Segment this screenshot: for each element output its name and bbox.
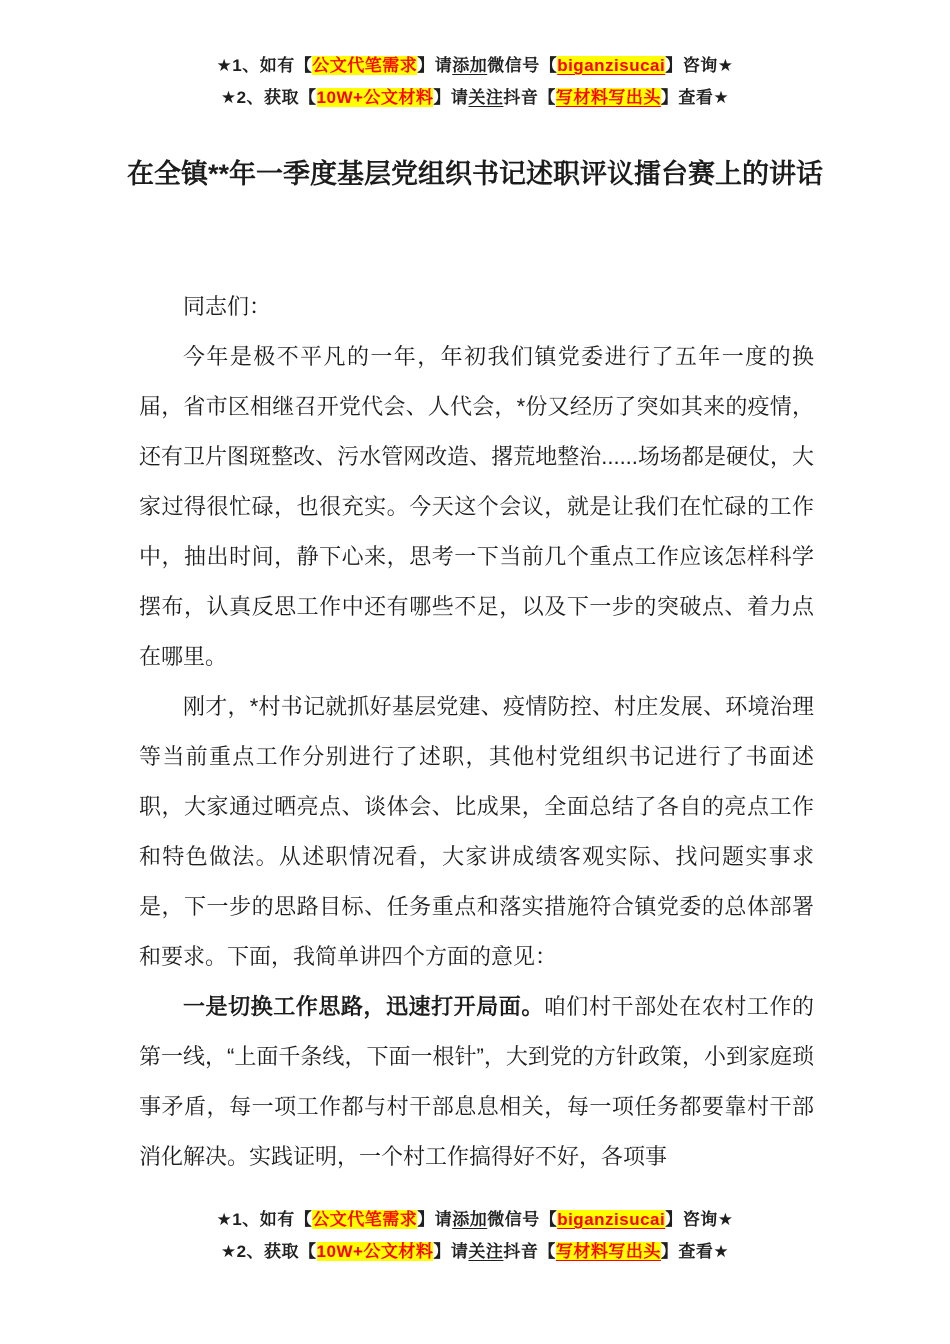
promo-text: ★2、获取【 [220,88,317,107]
promo-header [0,50,950,114]
promo-text: 】请 [417,1210,453,1229]
paragraph-salutation: 同志们： [183,294,272,319]
promo-text: 微信号【 [487,1210,558,1229]
promo-footer-line1 [0,1204,950,1236]
promo-highlight-red-yellow: 公文代笔需求 [312,1210,418,1229]
promo-text: 】请 [433,1242,469,1261]
promo-header-line1 [0,50,950,82]
promo-header-line2 [0,82,950,114]
promo-text: ★1、如有【 [216,1210,313,1229]
promo-footer [0,1204,950,1268]
promo-highlight-wechat-id: biganzisucai [557,56,666,75]
promo-underlined-text: 关注 [468,88,504,107]
promo-text: 】请 [433,88,469,107]
document-body [139,282,814,1182]
promo-text: 】咨询★ [665,1210,734,1229]
promo-text: ★2、获取【 [220,1242,317,1261]
promo-highlight-red-yellow: 10W+公文材料 [316,1242,434,1261]
promo-text: 微信号【 [487,56,558,75]
promo-text: ★1、如有【 [216,56,313,75]
promo-underlined-text: 添加 [452,1210,488,1229]
promo-text: 抖音【 [503,88,556,107]
paragraph: 刚才，*村书记就抓好基层党建、疫情防控、村庄发展、环境治理等当前重点工作分别进行了述职，其他村党组织书记进行了书面述职，大家通过晒亮点、谈体会、比成果，全面总结了各自的亮点工作和特色做法。从述职情况看，大家讲成绩客观实际、找问题实事求是，下一步的思路目标、任务重点和落实措施符合镇党委的总体部署和要求。下面，我简单讲四个方面的意见： [139,694,814,969]
paragraph-text: 咱们村干部处在农村工作的第一线，“上面千条线，下面一根针”，大到党的方针政策，小到家庭琐事矛盾，每一项工作都与村干部息息相关，每一项任务都要靠村干部消化解决。实践证明，一个村工作搞得好不好，各项事 [139,994,814,1169]
promo-highlight-wechat-id: biganzisucai [557,1210,666,1229]
promo-underlined-text: 关注 [468,1242,504,1261]
promo-underlined-text: 添加 [452,56,488,75]
promo-text: 】请 [417,56,453,75]
document-title: 在全镇**年一季度基层党组织书记述职评议擂台赛上的讲话 [126,159,823,190]
promo-highlight-red-yellow: 公文代笔需求 [312,56,418,75]
promo-highlight-douyin-id: 写材料写出头 [555,1242,661,1261]
promo-highlight-red-yellow: 10W+公文材料 [316,88,434,107]
paragraph-lead-bold: 一是切换工作思路，迅速打开局面。 [183,994,544,1019]
promo-text: 抖音【 [503,1242,556,1261]
promo-text: 】查看★ [660,1242,730,1261]
paragraph: 今年是极不平凡的一年，年初我们镇党委进行了五年一度的换届，省市区相继召开党代会、人代会，*份又经历了突如其来的疫情，还有卫片图斑整改、污水管网改造、撂荒地整治......场场都是硬仗，大家过得很忙碌，也很充实。今天这个会议，就是让我们在忙碌的工作中，抽出时间，静下心来，思考一下当前几个重点工作应该怎样科学摆布，认真反思工作中还有哪些不足，以及下一步的突破点、着力点在哪里。 [139,344,814,669]
promo-text: 】咨询★ [665,56,734,75]
promo-highlight-douyin-id: 写材料写出头 [555,88,661,107]
paragraph [139,982,814,1182]
promo-text: 】查看★ [660,88,730,107]
promo-footer-line2 [0,1236,950,1268]
